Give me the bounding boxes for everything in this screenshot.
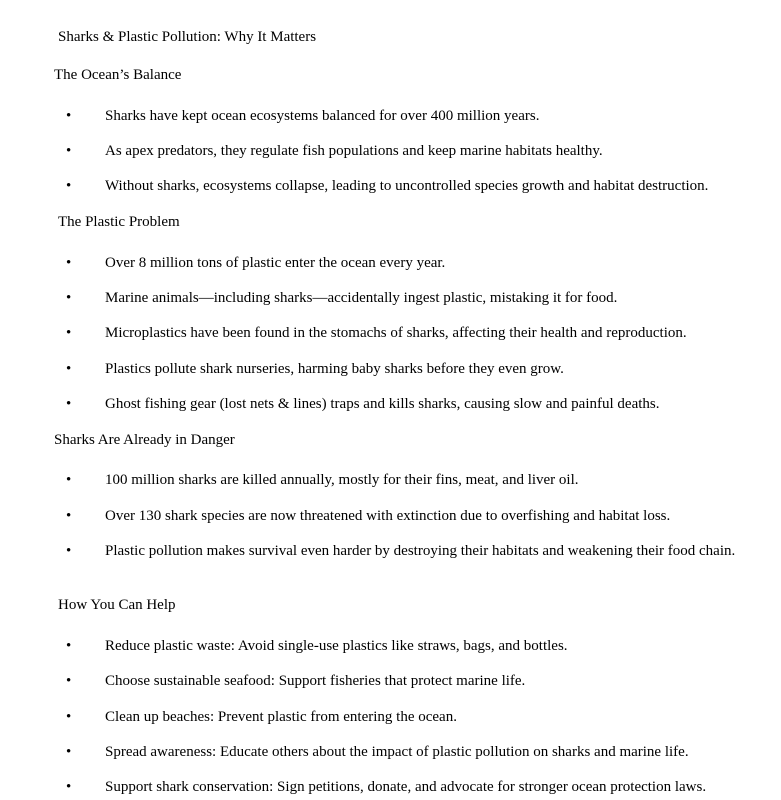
bullet-icon: • [66,543,72,559]
section-heading-how-you-can-help: How You Can Help [58,597,176,613]
list-item-text: Ghost fishing gear (lost nets & lines) traps and kills sharks, causing slow and painful deaths. [105,396,660,412]
list-item-text: Microplastics have been found in the stomachs of sharks, affecting their health and reproduction. [105,325,687,341]
bullet-icon: • [66,673,72,689]
list-item-text: Marine animals—including sharks—accidentally ingest plastic, mistaking it for food. [105,290,618,306]
bullet-icon: • [66,290,72,306]
list-item-text: Reduce plastic waste: Avoid single-use plastics like straws, bags, and bottles. [105,638,568,654]
list-item-text: Sharks have kept ocean ecosystems balanced for over 400 million years. [105,108,540,124]
bullet-icon: • [66,472,72,488]
list-item-text: Support shark conservation: Sign petitions, donate, and advocate for stronger ocean protection laws. [105,779,707,795]
bullet-icon: • [66,108,72,124]
list-item-text: Over 130 shark species are now threatened with extinction due to overfishing and habitat loss. [105,508,671,524]
bullet-icon: • [66,508,72,524]
section-heading-plastic-problem: The Plastic Problem [58,214,180,230]
bullet-icon: • [66,361,72,377]
bullet-icon: • [66,143,72,159]
list-item-text: 100 million sharks are killed annually, mostly for their fins, meat, and liver oil. [105,472,579,488]
bullet-icon: • [66,255,72,271]
bullet-icon: • [66,709,72,725]
bullet-icon: • [66,638,72,654]
list-item-text: Without sharks, ecosystems collapse, leading to uncontrolled species growth and habitat destruction. [105,178,709,194]
list-item-text: Spread awareness: Educate others about the impact of plastic pollution on sharks and marine life. [105,744,689,760]
list-item-text: Plastic pollution makes survival even harder by destroying their habitats and weakening their food chain. [105,543,736,559]
section-heading-ocean-balance: The Ocean’s Balance [54,67,182,83]
bullet-icon: • [66,744,72,760]
bullet-icon: • [66,779,72,795]
list-item-text: Over 8 million tons of plastic enter the ocean every year. [105,255,446,271]
section-heading-sharks-in-danger: Sharks Are Already in Danger [54,432,235,448]
list-item-text: Choose sustainable seafood: Support fisheries that protect marine life. [105,673,526,689]
bullet-icon: • [66,396,72,412]
list-item-text: As apex predators, they regulate fish populations and keep marine habitats healthy. [105,143,603,159]
bullet-icon: • [66,325,72,341]
bullet-icon: • [66,178,72,194]
list-item-text: Clean up beaches: Prevent plastic from entering the ocean. [105,709,457,725]
document-title: Sharks & Plastic Pollution: Why It Matters [58,29,317,45]
list-item-text: Plastics pollute shark nurseries, harming baby sharks before they even grow. [105,361,564,377]
